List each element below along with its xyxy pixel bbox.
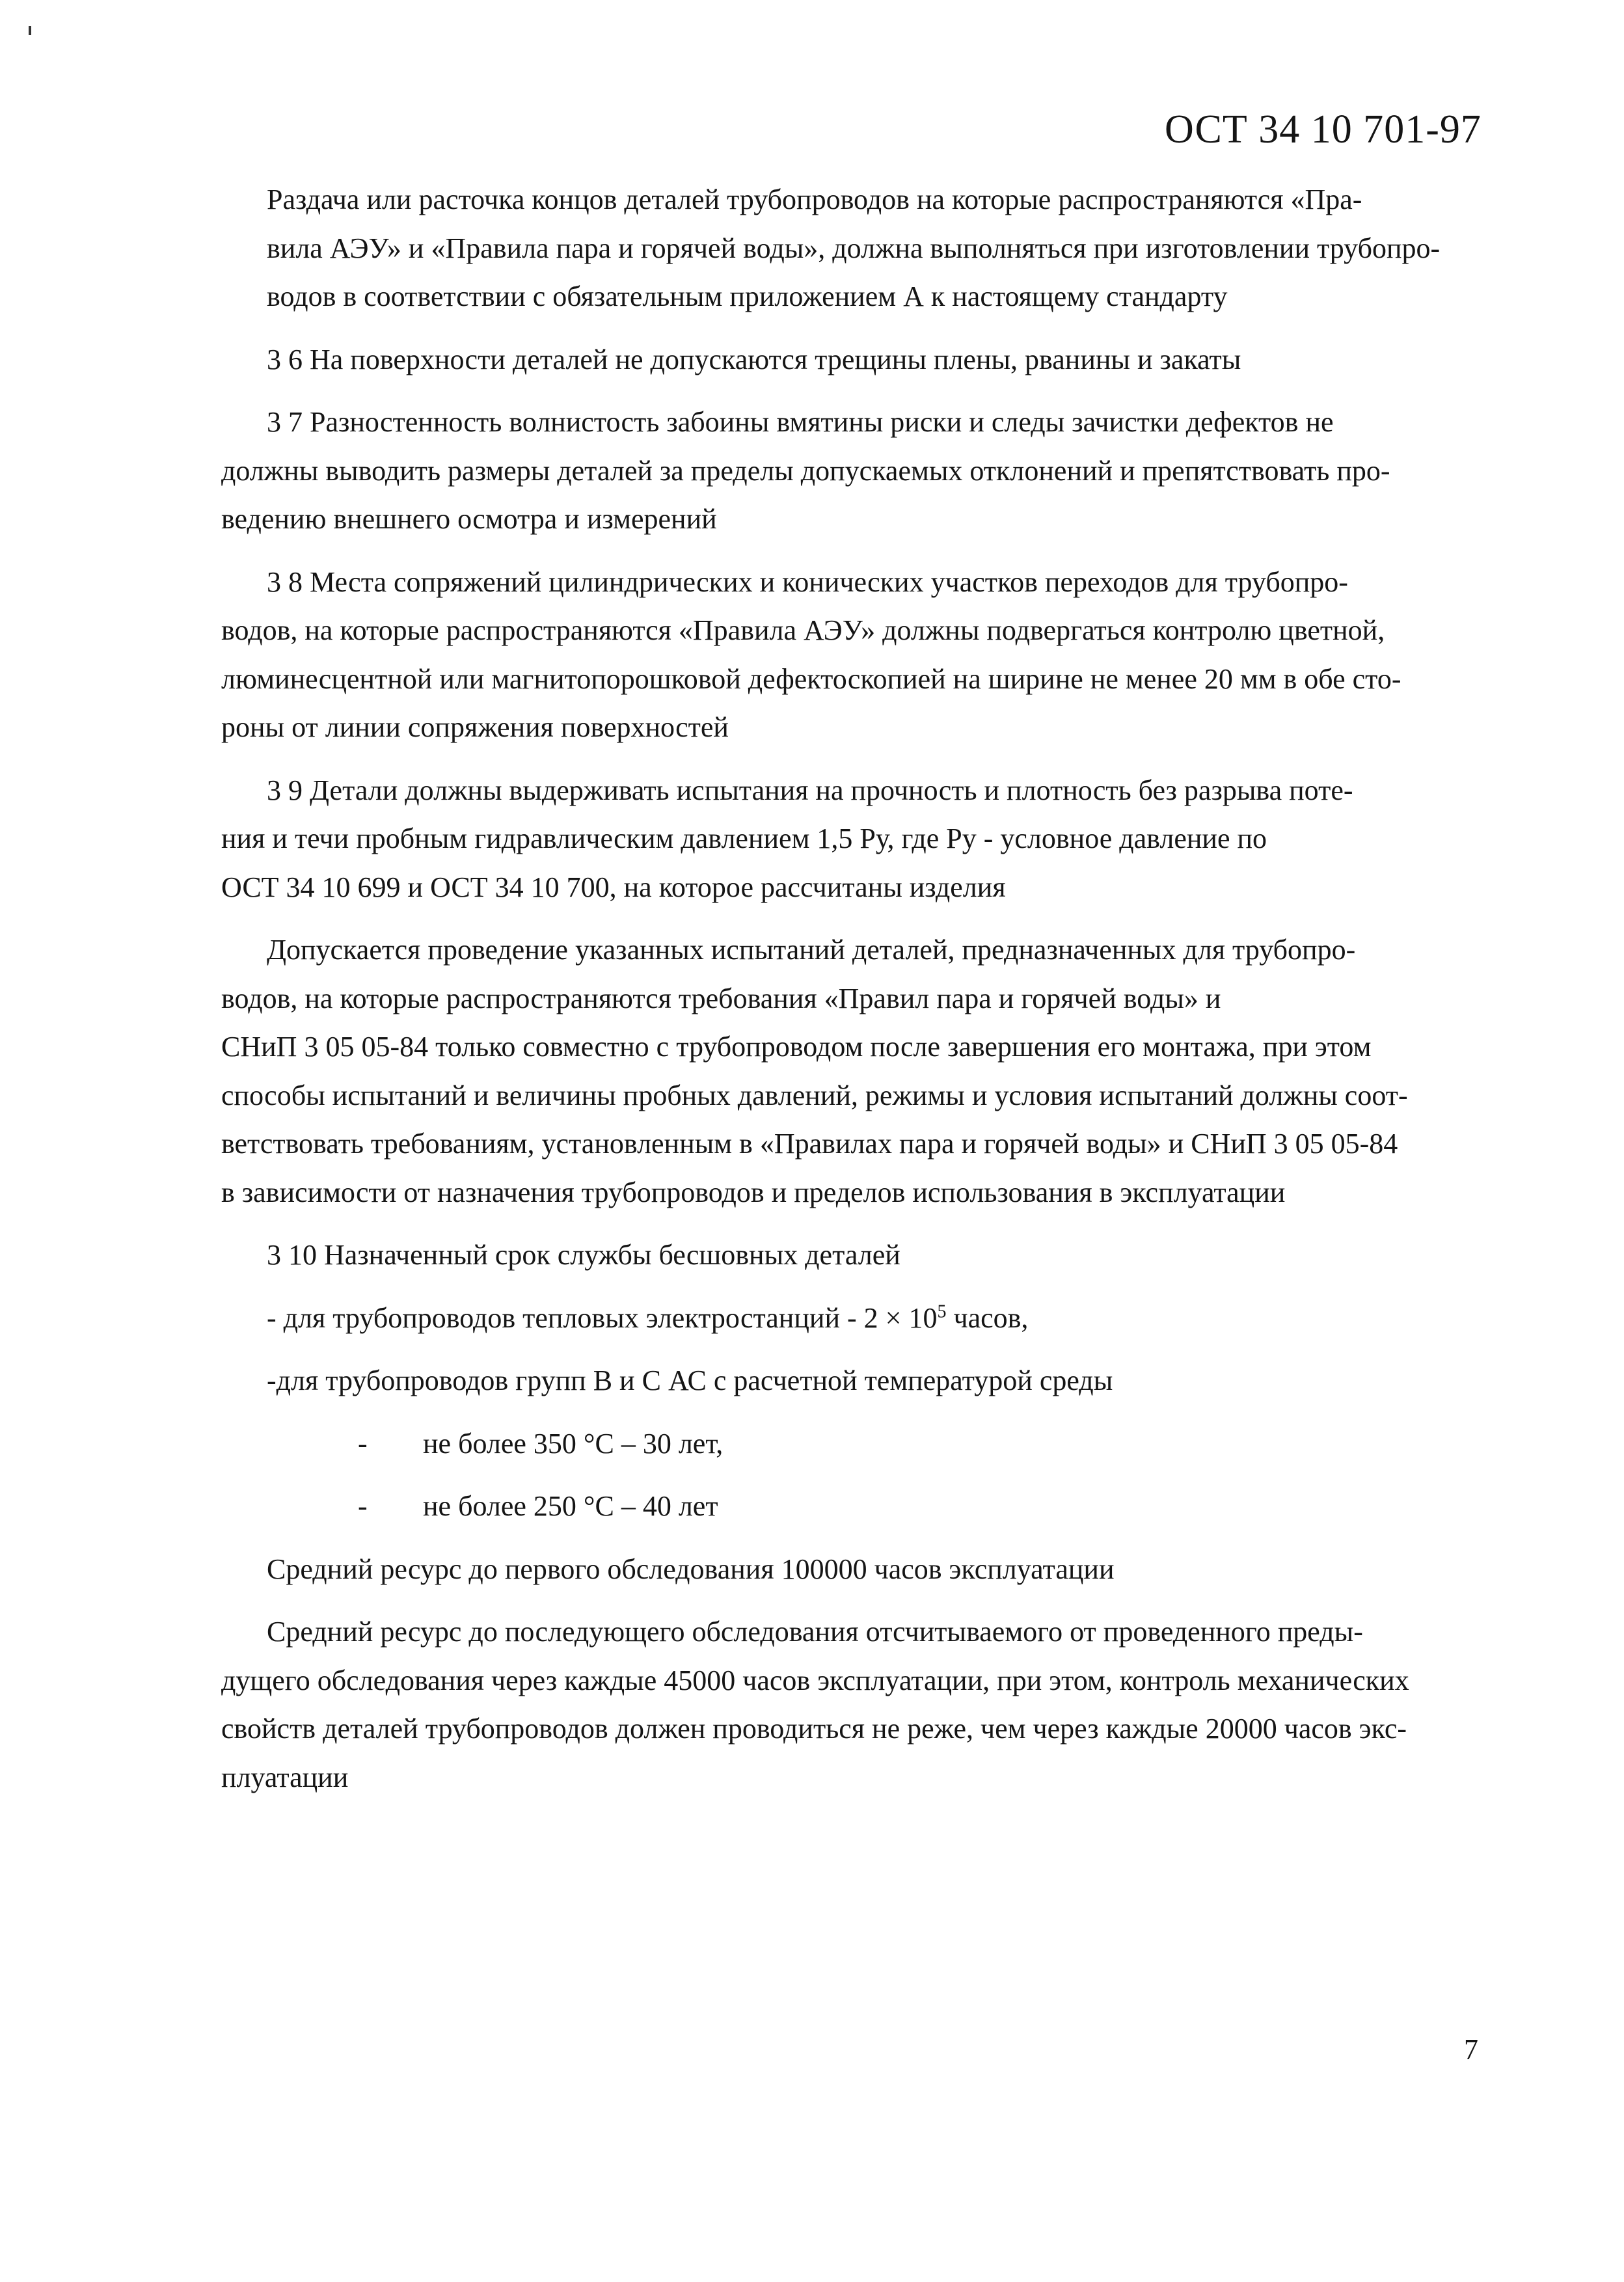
paragraph-3-9 <box>221 767 1490 912</box>
text-line: роны от линии сопряжения поверхностей <box>221 711 729 743</box>
text-line: способы испытаний и величины пробных давлений, режимы и условия испытаний должны соот- <box>221 1079 1408 1111</box>
service-life-item-text: не более 350 °С – 30 лет, <box>423 1427 724 1460</box>
text-line: ведению внешнего осмотра и измерений <box>221 503 717 535</box>
document-body <box>221 176 1490 1816</box>
text-line: водов в соответствии с обязательным приложением А к настоящему стандарту <box>267 280 1228 312</box>
text-line: ветствовать требованиям, установленным в «Правилах пара и горячей воды» и СНиП 3 05 05-84 <box>221 1128 1398 1160</box>
text-line: 3 8 Места сопряжений цилиндрических и конических участков переходов для трубопро- <box>267 565 1348 598</box>
text-line: люминесцентной или магнитопорошковой дефектоскопией на ширине не менее 20 мм в обе сто- <box>221 662 1401 695</box>
text-line: 3 6 На поверхности деталей не допускаются трещины плены, рванины и закаты <box>267 343 1241 375</box>
service-life-item-text: не более 250 °С – 40 лет <box>423 1490 718 1522</box>
text-line: ОСТ 34 10 699 и ОСТ 34 10 700, на которое рассчитаны изделия <box>221 871 1006 903</box>
paragraph-3-6 <box>267 336 1490 385</box>
service-life-item <box>358 1482 1490 1531</box>
text-line: свойств деталей трубопроводов должен проводиться не реже, чем через каждые 20000 часов экс- <box>221 1713 1407 1745</box>
text-line: вила АЭУ» и «Правила пара и горячей воды», должна выполняться при изготовлении трубопро- <box>267 232 1441 264</box>
service-life-item <box>358 1420 1490 1469</box>
service-life-tpp <box>267 1294 1490 1343</box>
text-line: плуатации <box>221 1761 349 1793</box>
page-number: 7 <box>1464 2033 1478 2065</box>
paragraph-expansion <box>267 176 1490 321</box>
service-life-tpp-suffix: часов, <box>946 1301 1029 1334</box>
service-life-heading: 3 10 Назначенный срок службы бесшовных деталей <box>267 1239 900 1271</box>
service-life-tpp-exponent: 5 <box>937 1301 947 1322</box>
text-line: Допускается проведение указанных испытаний деталей, предназначенных для трубопро- <box>267 934 1356 966</box>
text-line: Раздача или расточка концов деталей трубопроводов на которые распространяются «Пра- <box>267 183 1362 215</box>
paragraph-resource-next <box>221 1608 1490 1802</box>
paragraph-resource-first <box>267 1545 1490 1594</box>
text-line: должны выводить размеры деталей за пределы допускаемых отклонений и препятствовать про- <box>221 454 1390 487</box>
text-line: СНиП 3 05 05-84 только совместно с трубопроводом после завершения его монтажа, при этом <box>221 1031 1372 1063</box>
scan-speck <box>29 26 31 35</box>
paragraph-3-8 <box>221 558 1490 752</box>
text-line: Средний ресурс до первого обследования 100000 часов эксплуатации <box>267 1553 1115 1585</box>
dash-marker: - <box>358 1490 368 1522</box>
document-code: ОСТ 34 10 701-97 <box>1165 107 1482 152</box>
paragraph-3-7 <box>221 398 1490 544</box>
text-line: ния и течи пробным гидравлическим давлением 1,5 Ру, где Ру - условное давление по <box>221 822 1267 854</box>
text-line: дущего обследования через каждые 45000 часов эксплуатации, при этом, контроль механических <box>221 1664 1409 1696</box>
text-line: в зависимости от назначения трубопроводов и пределов использования в эксплуатации <box>221 1176 1286 1208</box>
service-life-tpp-prefix: - для трубопроводов тепловых электростанций - 2 × 10 <box>267 1301 938 1334</box>
service-life-groups: -для трубопроводов групп В и С АС с расчетной температурой среды <box>267 1365 1113 1396</box>
text-line: водов, на которые распространяются «Правила АЭУ» должны подвергаться контролю цветной, <box>221 614 1385 646</box>
text-line: Средний ресурс до последующего обследования отсчитываемого от проведенного преды- <box>267 1616 1363 1648</box>
text-line: 3 9 Детали должны выдерживать испытания на прочность и плотность без разрыва поте- <box>267 774 1353 806</box>
text-line: водов, на которые распространяются требования «Правил пара и горячей воды» и <box>221 982 1221 1014</box>
paragraph-testing <box>221 926 1490 1217</box>
text-line: 3 7 Разностенность волнистость забоины вмятины риски и следы зачистки дефектов не <box>267 406 1334 438</box>
dash-marker: - <box>358 1427 368 1460</box>
